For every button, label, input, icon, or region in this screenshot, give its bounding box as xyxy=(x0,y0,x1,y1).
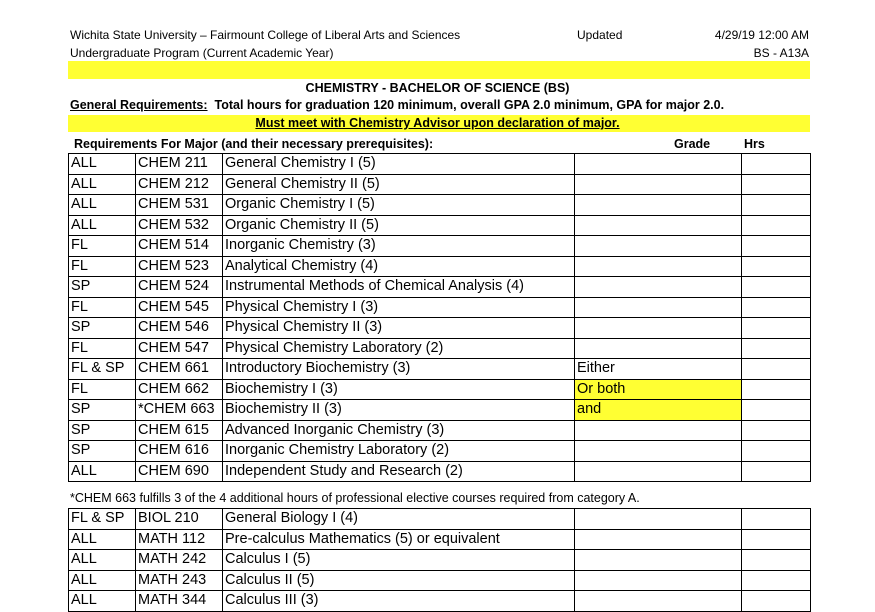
course-number-cell: CHEM 616 xyxy=(136,441,223,462)
course-title-cell: Calculus III (3) xyxy=(223,591,575,612)
term-cell: SP xyxy=(69,277,136,298)
table-row xyxy=(69,277,811,298)
grade-cell xyxy=(575,420,742,441)
major-requirements-table xyxy=(68,153,811,482)
grade-column-header: Grade xyxy=(674,137,711,151)
hours-cell xyxy=(742,379,811,400)
hours-cell xyxy=(742,461,811,482)
grade-cell xyxy=(575,441,742,462)
course-number-cell: CHEM 212 xyxy=(136,174,223,195)
grade-cell xyxy=(575,550,742,571)
grade-cell xyxy=(575,154,742,175)
course-title-cell: Instrumental Methods of Chemical Analysis (4) xyxy=(223,277,575,298)
course-title-cell: Pre-calculus Mathematics (5) or equivalent xyxy=(223,529,575,550)
course-title-cell: Biochemistry I (3) xyxy=(223,379,575,400)
term-cell: FL xyxy=(69,379,136,400)
hours-cell xyxy=(742,154,811,175)
course-number-cell: *CHEM 663 xyxy=(136,400,223,421)
hours-cell xyxy=(742,509,811,530)
course-title-cell: Organic Chemistry I (5) xyxy=(223,195,575,216)
term-cell: FL xyxy=(69,236,136,257)
grade-cell xyxy=(575,256,742,277)
course-title-cell: General Biology I (4) xyxy=(223,509,575,530)
grade-cell xyxy=(575,195,742,216)
course-number-cell: CHEM 514 xyxy=(136,236,223,257)
table-row xyxy=(69,236,811,257)
course-title-cell: Independent Study and Research (2) xyxy=(223,461,575,482)
table-row xyxy=(69,359,811,380)
term-cell: FL xyxy=(69,256,136,277)
page-title: CHEMISTRY - BACHELOR OF SCIENCE (BS) xyxy=(305,81,570,95)
course-number-cell: CHEM 523 xyxy=(136,256,223,277)
term-cell: ALL xyxy=(69,461,136,482)
term-cell: ALL xyxy=(69,195,136,216)
header-highlight-band xyxy=(68,61,810,79)
grade-cell: Either xyxy=(575,359,742,380)
updated-label: Updated xyxy=(577,28,623,42)
course-title-cell: Physical Chemistry Laboratory (2) xyxy=(223,338,575,359)
course-number-cell: CHEM 546 xyxy=(136,318,223,339)
term-cell: SP xyxy=(69,318,136,339)
hours-cell xyxy=(742,359,811,380)
table-row xyxy=(69,591,811,612)
hours-cell xyxy=(742,215,811,236)
table-row xyxy=(69,195,811,216)
supporting-courses-table xyxy=(68,508,811,612)
term-cell: ALL xyxy=(69,529,136,550)
course-number-cell: MATH 243 xyxy=(136,570,223,591)
table-row xyxy=(69,529,811,550)
table-row xyxy=(69,215,811,236)
table-row xyxy=(69,256,811,277)
term-cell: FL & SP xyxy=(69,359,136,380)
course-title-cell: General Chemistry II (5) xyxy=(223,174,575,195)
grade-cell xyxy=(575,591,742,612)
course-number-cell: BIOL 210 xyxy=(136,509,223,530)
course-title-cell: Biochemistry II (3) xyxy=(223,400,575,421)
course-number-cell: MATH 242 xyxy=(136,550,223,571)
course-title-cell: Introductory Biochemistry (3) xyxy=(223,359,575,380)
hours-cell xyxy=(742,297,811,318)
grade-cell xyxy=(575,174,742,195)
program-name: Undergraduate Program (Current Academic Year) xyxy=(70,46,334,60)
grade-cell xyxy=(575,461,742,482)
table-row xyxy=(69,379,811,400)
course-number-cell: CHEM 547 xyxy=(136,338,223,359)
hours-cell xyxy=(742,195,811,216)
course-title-cell: Calculus I (5) xyxy=(223,550,575,571)
course-title-cell: Calculus II (5) xyxy=(223,570,575,591)
term-cell: ALL xyxy=(69,215,136,236)
term-cell: SP xyxy=(69,420,136,441)
course-title-cell: Organic Chemistry II (5) xyxy=(223,215,575,236)
hours-cell xyxy=(742,236,811,257)
term-cell: FL xyxy=(69,297,136,318)
grade-cell xyxy=(575,509,742,530)
table-row xyxy=(69,338,811,359)
grade-cell xyxy=(575,297,742,318)
grade-cell xyxy=(575,215,742,236)
term-cell: ALL xyxy=(69,591,136,612)
general-requirements-text: Total hours for graduation 120 minimum, overall GPA 2.0 minimum, GPA for major 2.0. xyxy=(207,98,725,112)
general-requirements xyxy=(70,98,724,112)
document-code: BS - A13A xyxy=(753,46,809,60)
table-row xyxy=(69,461,811,482)
course-number-cell: CHEM 662 xyxy=(136,379,223,400)
course-title-cell: Physical Chemistry II (3) xyxy=(223,318,575,339)
grade-cell xyxy=(575,277,742,298)
course-number-cell: CHEM 661 xyxy=(136,359,223,380)
term-cell: FL & SP xyxy=(69,509,136,530)
course-title-cell: Physical Chemistry I (3) xyxy=(223,297,575,318)
hours-cell xyxy=(742,529,811,550)
hours-cell xyxy=(742,256,811,277)
requirements-heading: Requirements For Major (and their necessary prerequisites): xyxy=(74,137,434,151)
term-cell: ALL xyxy=(69,570,136,591)
course-number-cell: CHEM 531 xyxy=(136,195,223,216)
hours-cell xyxy=(742,570,811,591)
course-title-cell: Advanced Inorganic Chemistry (3) xyxy=(223,420,575,441)
term-cell: ALL xyxy=(69,550,136,571)
course-title-cell: Inorganic Chemistry Laboratory (2) xyxy=(223,441,575,462)
course-number-cell: MATH 344 xyxy=(136,591,223,612)
hours-cell xyxy=(742,400,811,421)
table-row xyxy=(69,154,811,175)
general-requirements-label: General Requirements: xyxy=(70,98,208,112)
table-row xyxy=(69,400,811,421)
hours-cell xyxy=(742,277,811,298)
table-row xyxy=(69,318,811,339)
term-cell: ALL xyxy=(69,154,136,175)
hours-cell xyxy=(742,338,811,359)
course-number-cell: CHEM 690 xyxy=(136,461,223,482)
course-title-cell: Inorganic Chemistry (3) xyxy=(223,236,575,257)
updated-date: 4/29/19 12:00 AM xyxy=(714,28,809,42)
course-title-cell: Analytical Chemistry (4) xyxy=(223,256,575,277)
hours-cell xyxy=(742,174,811,195)
course-number-cell: CHEM 524 xyxy=(136,277,223,298)
table-row xyxy=(69,297,811,318)
grade-cell xyxy=(575,236,742,257)
table-row xyxy=(69,550,811,571)
term-cell: SP xyxy=(69,400,136,421)
hours-cell xyxy=(742,420,811,441)
table-row xyxy=(69,420,811,441)
hours-cell xyxy=(742,550,811,571)
institution-name: Wichita State University – Fairmount College of Liberal Arts and Sciences xyxy=(70,28,461,42)
hours-cell xyxy=(742,591,811,612)
table-row xyxy=(69,509,811,530)
grade-cell xyxy=(575,338,742,359)
hrs-column-header: Hrs xyxy=(744,137,765,151)
term-cell: FL xyxy=(69,338,136,359)
hours-cell xyxy=(742,441,811,462)
footnote: *CHEM 663 fulfills 3 of the 4 additional hours of professional elective courses required from category A. xyxy=(70,491,640,505)
grade-cell: and xyxy=(575,400,742,421)
hours-cell xyxy=(742,318,811,339)
course-number-cell: CHEM 532 xyxy=(136,215,223,236)
table-row xyxy=(69,174,811,195)
course-title-cell: General Chemistry I (5) xyxy=(223,154,575,175)
grade-cell xyxy=(575,318,742,339)
course-number-cell: CHEM 211 xyxy=(136,154,223,175)
table-row xyxy=(69,441,811,462)
course-number-cell: CHEM 545 xyxy=(136,297,223,318)
term-cell: SP xyxy=(69,441,136,462)
course-number-cell: MATH 112 xyxy=(136,529,223,550)
table-row xyxy=(69,570,811,591)
grade-cell xyxy=(575,529,742,550)
grade-cell xyxy=(575,570,742,591)
term-cell: ALL xyxy=(69,174,136,195)
course-number-cell: CHEM 615 xyxy=(136,420,223,441)
grade-cell: Or both xyxy=(575,379,742,400)
advisor-note: Must meet with Chemistry Advisor upon declaration of major. xyxy=(255,116,620,130)
